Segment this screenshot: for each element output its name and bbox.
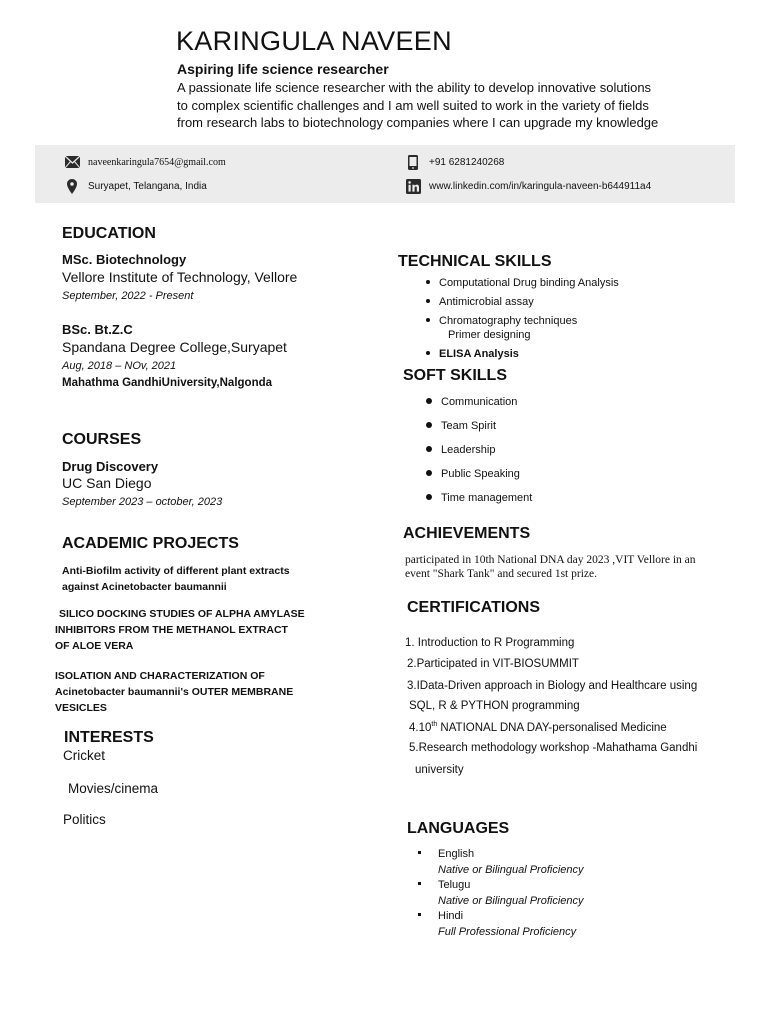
course-title: Drug Discovery [62, 459, 159, 474]
interest-item: Politics [63, 812, 106, 827]
summary-line: from research labs to biotechnology companies where I can upgrade my knowledge [177, 115, 659, 130]
technical-skills-heading: TECHNICAL SKILLS [398, 253, 552, 270]
linkedin-text: www.linkedin.com/in/karingula-naveen-b644911a4 [429, 180, 652, 192]
achievement-text [405, 553, 696, 581]
project-item [62, 563, 290, 595]
summary-line: A passionate life science researcher with the ability to develop innovative solutions [177, 80, 652, 95]
language-level: Full Professional Proficiency [438, 926, 577, 938]
location-pin-icon [64, 178, 80, 194]
achievements-heading: ACHIEVEMENTS [403, 525, 531, 542]
project-line: SILICO DOCKING STUDIES OF ALPHA AMYLASE [59, 608, 305, 620]
project-line: Acinetobacter baumannii's OUTER MEMBRANE [55, 686, 294, 698]
certification-item-continued: university [415, 764, 464, 776]
project-line: against Acinetobacter baumannii [62, 581, 227, 593]
mail-icon [64, 154, 80, 170]
course-provider: UC San Diego [62, 475, 152, 491]
phone-icon [405, 154, 421, 170]
language-level: Native or Bilingual Proficiency [438, 895, 584, 907]
education-institution: Spandana Degree College,Suryapet [62, 339, 287, 355]
certification-item-continued: SQL, R & PYTHON programming [409, 700, 580, 712]
achievement-line: participated in 10th National DNA day 2023 ,VIT Vellore in an [405, 554, 696, 566]
technical-skill-item: Primer designing [448, 329, 531, 341]
soft-skill-item: Leadership [426, 444, 495, 456]
summary-line: to complex scientific challenges and I am well suited to work in the variety of fields [177, 97, 649, 113]
email-contact[interactable] [64, 154, 226, 170]
project-line: OF ALOE VERA [55, 640, 134, 652]
soft-skill-item: Time management [426, 492, 532, 504]
achievement-line: event "Shark Tank" and secured 1st prize. [405, 568, 597, 580]
soft-skills-heading: SOFT SKILLS [403, 367, 507, 384]
interest-item: Movies/cinema [68, 781, 159, 796]
certification-item: 3.IData-Driven approach in Biology and Healthcare using [407, 680, 698, 692]
soft-skill-item: Team Spirit [426, 420, 496, 432]
technical-skill-item: Antimicrobial assay [426, 296, 534, 308]
courses-heading: COURSES [62, 431, 142, 448]
language-level: Native or Bilingual Proficiency [438, 864, 584, 876]
location-text: Suryapet, Telangana, India [88, 180, 207, 192]
certifications-heading: CERTIFICATIONS [407, 599, 541, 616]
project-item [55, 606, 305, 654]
linkedin-contact[interactable] [405, 178, 651, 194]
technical-skill-item: ELISA Analysis [426, 348, 519, 360]
interest-item: Cricket [63, 748, 106, 763]
education-degree: BSc. Bt.Z.C [62, 322, 133, 337]
education-institution: Vellore Institute of Technology, Vellore [62, 269, 298, 285]
language-item: English [418, 848, 474, 860]
soft-skill-item: Communication [426, 396, 517, 408]
soft-skill-item: Public Speaking [426, 468, 520, 480]
interests-heading: INTERESTS [64, 729, 154, 746]
project-line: ISOLATION AND CHARACTERIZATION OF [55, 670, 265, 682]
certification-item: 1. Introduction to R Programming [405, 637, 575, 649]
education-date: September, 2022 - Present [62, 290, 194, 302]
tagline: Aspiring life science researcher [177, 61, 389, 77]
linkedin-icon [405, 178, 421, 194]
technical-skill-item: Chromatography techniques [426, 315, 577, 327]
education-university: Mahathma GandhiUniversity,Nalgonda [62, 377, 273, 389]
project-line: INHIBITORS FROM THE METHANOL EXTRACT [55, 624, 288, 636]
phone-text: +91 6281240268 [429, 156, 505, 168]
project-line: Anti-Biofilm activity of different plant extracts [62, 565, 290, 577]
summary [177, 79, 697, 132]
certification-item: 5.Research methodology workshop -Mahathama Gandhi [409, 742, 698, 754]
technical-skill-item: Computational Drug binding Analysis [426, 277, 619, 289]
certification-item: 4.10th NATIONAL DNA DAY-personalised Medicine [409, 721, 667, 734]
candidate-name: KARINGULA NAVEEN [176, 26, 452, 56]
language-item: Telugu [418, 879, 470, 891]
languages-heading: LANGUAGES [407, 820, 510, 837]
project-line: VESICLES [55, 702, 107, 714]
education-date: Aug, 2018 – NOv, 2021 [62, 360, 177, 372]
location-contact [64, 178, 207, 194]
education-heading: EDUCATION [62, 225, 156, 242]
projects-heading: ACADEMIC PROJECTS [62, 535, 239, 552]
phone-contact[interactable] [405, 154, 504, 170]
project-item [55, 668, 293, 716]
certification-item: 2.Participated in VIT-BIOSUMMIT [407, 658, 579, 670]
education-degree: MSc. Biotechnology [62, 252, 187, 267]
email-text: naveenkaringula7654@gmail.com [88, 156, 226, 168]
contact-bar [35, 145, 735, 203]
language-item: Hindi [418, 910, 463, 922]
course-date: September 2023 – october, 2023 [62, 496, 223, 508]
